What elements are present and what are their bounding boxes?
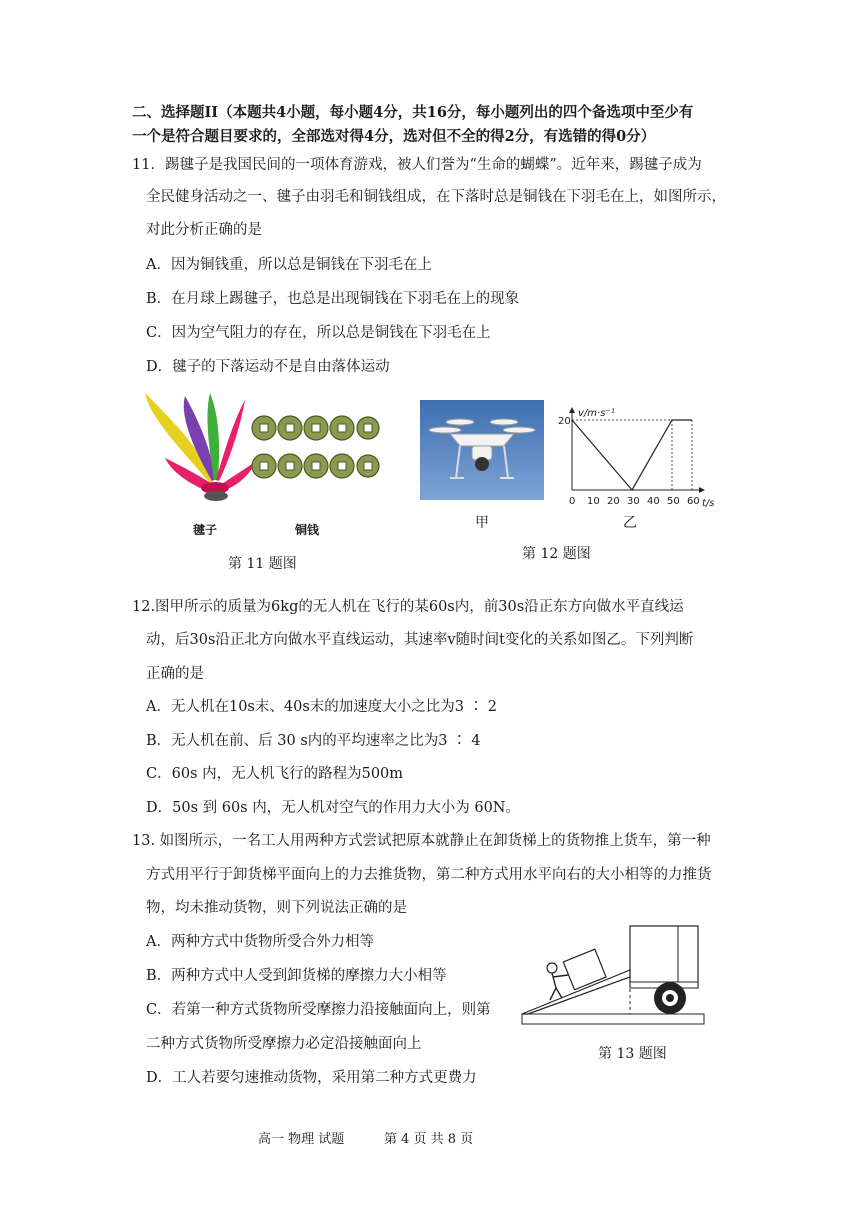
q13-stem-line2: 方式用平行于卸货梯平面向上的力去推货物，第二种方式用水平向右的大小相等的力推货: [146, 867, 712, 883]
label-jia: 甲: [475, 515, 489, 531]
figure-13: [518, 920, 708, 1030]
q13-option-d: D．工人若要匀速推动货物，采用第二种方式更费力: [146, 1070, 477, 1086]
label-tongqian: 铜钱: [295, 523, 320, 537]
section-title-line2: 一个是符合题目要求的，全部选对得4分，选对但不全的得2分，有选错的得0分）: [132, 128, 656, 145]
q12-stem-line3: 正确的是: [146, 666, 204, 682]
q11-stem-line2: 全民健身活动之一、毽子由羽毛和铜钱组成，在下落时总是铜钱在下羽毛在上，如图所示，: [146, 189, 726, 205]
y-tick-label: 20: [558, 416, 571, 427]
q11-option-d: D．毽子的下落运动不是自由落体运动: [146, 359, 390, 375]
footer-subject: 高一 物理 试题: [258, 1132, 345, 1147]
x-tick-label: 0: [569, 496, 576, 507]
footer-page-number: 第 4 页 共 8 页: [384, 1132, 474, 1147]
q11-option-c: C．因为空气阻力的存在，所以总是铜钱在下羽毛在上: [146, 325, 491, 341]
q13-stem-line1: 13. 如图所示，一名工人用两种方式尝试把原本就静止在卸货梯上的货物推上货车，第一种: [132, 833, 711, 849]
chart-xlabel: t/s: [702, 498, 715, 509]
chart-ylabel: v/m·s⁻¹: [578, 408, 615, 419]
section-title-line1: 二、选择题II（本题共4小题，每小题4分，共16分，每小题列出的四个备选项中至少有: [132, 104, 694, 121]
q12-stem-line2: 动，后30s沿正北方向做水平直线运动，其速率v随时间t变化的关系如图乙。下列判断: [146, 632, 694, 648]
label-yi: 乙: [623, 515, 637, 531]
q11-option-b: B．在月球上踢毽子，也总是出现铜钱在下羽毛在上的现象: [146, 291, 520, 307]
drone-icon: [420, 400, 544, 500]
q11-figure-caption: 第 11 题图: [228, 556, 297, 572]
x-tick-label: 60: [687, 496, 700, 507]
q12-option-b: B．无人机在前、后 30 s内的平均速率之比为3 ∶ 4: [146, 733, 481, 749]
chart-series-line: [572, 420, 692, 490]
q12-figure-caption: 第 12 题图: [522, 546, 591, 562]
q12-option-c: C．60s 内，无人机飞行的路程为500m: [146, 766, 404, 782]
q13-option-a: A．两种方式中货物所受合外力相等: [146, 934, 374, 950]
worker-ramp-truck-illustration: [518, 920, 708, 1030]
q13-option-b: B．两种方式中人受到卸货梯的摩擦力大小相等: [146, 968, 447, 984]
q13-option-c-line2: 二种方式货物所受摩擦力必定沿接触面向上: [146, 1036, 422, 1052]
q13-figure-caption: 第 13 题图: [598, 1046, 667, 1062]
q12-option-d: D．50s 到 60s 内，无人机对空气的作用力大小为 60N。: [146, 800, 520, 816]
x-tick-label: 10: [587, 496, 600, 507]
x-tick-label: 30: [627, 496, 640, 507]
vt-chart: [552, 400, 722, 515]
q12-stem-line1: 12.图甲所示的质量为6kg的无人机在飞行的某60s内，前30s沿正东方向做水平直线运: [132, 599, 684, 615]
shuttlecock-and-coins-illustration: [140, 388, 380, 518]
x-tick-label: 50: [667, 496, 680, 507]
x-tick-label: 40: [647, 496, 660, 507]
q11-stem-line3: 对此分析正确的是: [146, 222, 262, 238]
q13-option-c-line1: C．若第一种方式货物所受摩擦力沿接触面向上，则第: [146, 1002, 491, 1018]
q11-option-a: A．因为铜钱重，所以总是铜钱在下羽毛在上: [146, 257, 432, 273]
figure-11: [140, 388, 380, 518]
drone-photo: [420, 400, 544, 500]
q11-stem-line1: 11．踢毽子是我国民间的一项体育游戏，被人们誉为“生命的蝴蝶”。近年来，踢毽子成为: [132, 157, 702, 173]
q12-option-a: A．无人机在10s末、40s末的加速度大小之比为3 ∶ 2: [146, 699, 497, 715]
q13-stem-line3: 物，均未推动货物，则下列说法正确的是: [146, 900, 407, 916]
label-jianzi: 毽子: [193, 523, 218, 537]
x-tick-label: 20: [607, 496, 620, 507]
vt-chart-svg: [552, 400, 722, 515]
